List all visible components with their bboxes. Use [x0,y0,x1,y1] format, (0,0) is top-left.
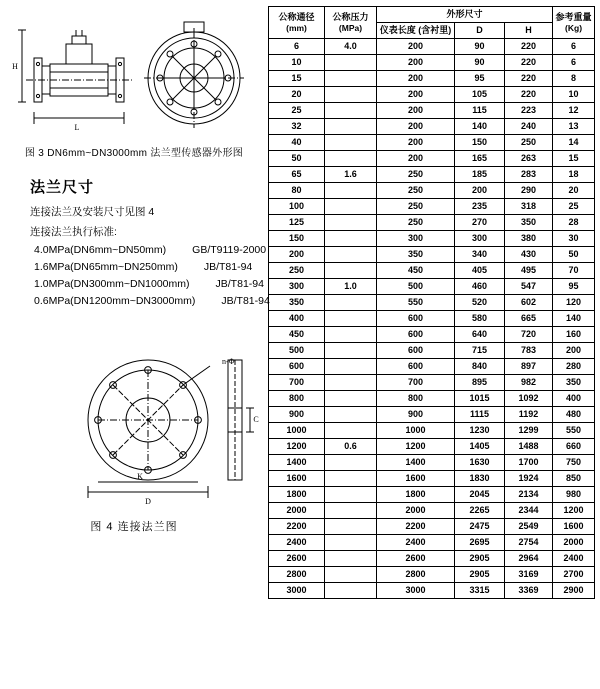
cell-dimension-d: 520 [455,295,505,311]
flange-standard-pressure-0: 4.0MPa(DN6mm~DN50mm) [34,244,167,256]
cell-dimension-d: 165 [455,151,505,167]
figure4-label-C: C [253,415,259,424]
cell-dimension-h: 1488 [505,439,553,455]
cell-dimension-h: 982 [505,375,553,391]
cell-dimension-h: 897 [505,359,553,375]
cell-dimension-h: 2134 [505,487,553,503]
flange-standard-code-0: GB/T9119-2000 [192,244,267,256]
cell-nominal-pressure [325,183,377,199]
header-dimension-h: H [505,23,553,39]
cell-meter-length: 550 [377,295,455,311]
table-header [269,7,595,39]
cell-nominal-diameter: 1000 [269,423,325,439]
cell-meter-length: 600 [377,359,455,375]
cell-nominal-pressure [325,519,377,535]
cell-reference-weight: 850 [553,471,595,487]
cell-reference-weight: 18 [553,167,595,183]
header-meter-length: 仪表长度 (含衬里) [377,23,455,39]
cell-nominal-pressure [325,327,377,343]
figure4-label-D: D [145,497,151,506]
cell-meter-length: 300 [377,231,455,247]
cell-meter-length: 900 [377,407,455,423]
cell-nominal-pressure [325,87,377,103]
cell-meter-length: 200 [377,39,455,55]
cell-nominal-pressure [325,535,377,551]
cell-nominal-diameter: 900 [269,407,325,423]
flange-section-title: 法兰尺寸 [30,179,95,196]
cell-dimension-d: 90 [455,39,505,55]
cell-meter-length: 2200 [377,519,455,535]
table-row [269,183,595,199]
cell-dimension-h: 1092 [505,391,553,407]
cell-reference-weight: 120 [553,295,595,311]
table-row [269,375,595,391]
cell-nominal-diameter: 600 [269,359,325,375]
cell-dimension-d: 1630 [455,455,505,471]
cell-dimension-h: 220 [505,71,553,87]
cell-nominal-diameter: 1600 [269,471,325,487]
cell-dimension-d: 95 [455,71,505,87]
cell-nominal-pressure [325,551,377,567]
table-row [269,327,595,343]
table-row [269,119,595,135]
cell-reference-weight: 70 [553,263,595,279]
cell-reference-weight: 95 [553,279,595,295]
cell-reference-weight: 30 [553,231,595,247]
table-header-row-1 [269,7,595,23]
table-row [269,519,595,535]
cell-reference-weight: 400 [553,391,595,407]
flange-standard-pressure-3: 0.6MPa(DN1200mm~DN3000mm) [34,295,196,307]
cell-meter-length: 2600 [377,551,455,567]
cell-nominal-pressure [325,295,377,311]
cell-dimension-h: 547 [505,279,553,295]
cell-nominal-pressure [325,407,377,423]
table-row [269,263,595,279]
table-row [269,583,595,599]
cell-nominal-pressure [325,487,377,503]
cell-nominal-diameter: 1800 [269,487,325,503]
table-row [269,503,595,519]
cell-dimension-d: 715 [455,343,505,359]
cell-reference-weight: 14 [553,135,595,151]
cell-meter-length: 250 [377,183,455,199]
figure3-label-L: L [74,123,80,132]
table-body [269,39,595,599]
flange-standard-row-2 [30,278,268,290]
cell-nominal-pressure [325,503,377,519]
cell-dimension-h: 1299 [505,423,553,439]
cell-meter-length: 250 [377,199,455,215]
header-reference-weight [553,7,595,39]
cell-meter-length: 250 [377,215,455,231]
cell-dimension-h: 223 [505,103,553,119]
table-row [269,231,595,247]
cell-nominal-diameter: 500 [269,343,325,359]
cell-meter-length: 1200 [377,439,455,455]
cell-nominal-diameter: 150 [269,231,325,247]
table-row [269,39,595,55]
figure-3-caption: 图 3 DN6mm~DN3000mm 法兰型传感器外形图 [24,148,244,159]
specification-table [268,6,595,599]
cell-dimension-d: 405 [455,263,505,279]
cell-nominal-diameter: 80 [269,183,325,199]
figure4-label-K: K [137,472,143,481]
cell-dimension-d: 185 [455,167,505,183]
cell-dimension-d: 270 [455,215,505,231]
header-nominal-pressure [325,7,377,39]
cell-meter-length: 600 [377,343,455,359]
cell-dimension-d: 2695 [455,535,505,551]
cell-reference-weight: 8 [553,71,595,87]
table-row [269,567,595,583]
table-row [269,151,595,167]
cell-dimension-h: 263 [505,151,553,167]
cell-nominal-pressure [325,103,377,119]
flange-standard-code-3: JB/T81-94 [221,295,270,307]
cell-meter-length: 200 [377,135,455,151]
flange-standard-intro: 连接法兰执行标准: [30,226,117,238]
cell-nominal-diameter: 2200 [269,519,325,535]
cell-dimension-h: 283 [505,167,553,183]
cell-meter-length: 1000 [377,423,455,439]
header-outline-dimensions: 外形尺寸 [377,7,553,23]
cell-dimension-d: 2905 [455,567,505,583]
cell-dimension-h: 250 [505,135,553,151]
cell-meter-length: 350 [377,247,455,263]
cell-dimension-d: 1405 [455,439,505,455]
table-row [269,311,595,327]
cell-dimension-d: 2265 [455,503,505,519]
cell-nominal-pressure [325,567,377,583]
flange-standard-row-1 [30,261,268,273]
cell-meter-length: 700 [377,375,455,391]
cell-dimension-d: 3315 [455,583,505,599]
cell-dimension-h: 783 [505,343,553,359]
figure-4-caption: 图 4 连接法兰图 [90,521,178,533]
cell-meter-length: 600 [377,327,455,343]
cell-nominal-pressure: 4.0 [325,39,377,55]
table-row [269,71,595,87]
cell-nominal-diameter: 3000 [269,583,325,599]
cell-nominal-pressure [325,55,377,71]
cell-dimension-d: 105 [455,87,505,103]
cell-reference-weight: 550 [553,423,595,439]
cell-nominal-diameter: 100 [269,199,325,215]
cell-nominal-diameter: 10 [269,55,325,71]
cell-reference-weight: 2700 [553,567,595,583]
cell-dimension-d: 1115 [455,407,505,423]
cell-meter-length: 200 [377,119,455,135]
table-row [269,535,595,551]
cell-nominal-diameter: 6 [269,39,325,55]
cell-dimension-d: 115 [455,103,505,119]
cell-dimension-d: 2905 [455,551,505,567]
cell-reference-weight: 350 [553,375,595,391]
cell-reference-weight: 1600 [553,519,595,535]
cell-nominal-pressure: 1.0 [325,279,377,295]
cell-dimension-d: 1230 [455,423,505,439]
cell-meter-length: 2400 [377,535,455,551]
cell-nominal-pressure [325,455,377,471]
cell-reference-weight: 25 [553,199,595,215]
cell-nominal-diameter: 800 [269,391,325,407]
header-nominal-diameter [269,7,325,39]
table-row [269,407,595,423]
cell-nominal-pressure [325,359,377,375]
cell-reference-weight: 2400 [553,551,595,567]
cell-dimension-d: 90 [455,55,505,71]
cell-nominal-pressure [325,247,377,263]
cell-dimension-h: 1700 [505,455,553,471]
cell-nominal-pressure [325,119,377,135]
cell-dimension-h: 290 [505,183,553,199]
cell-dimension-h: 720 [505,327,553,343]
cell-meter-length: 200 [377,55,455,71]
cell-nominal-diameter: 125 [269,215,325,231]
cell-nominal-pressure: 1.6 [325,167,377,183]
cell-nominal-diameter: 400 [269,311,325,327]
cell-nominal-pressure [325,311,377,327]
cell-nominal-pressure [325,135,377,151]
cell-dimension-h: 318 [505,199,553,215]
cell-dimension-h: 3369 [505,583,553,599]
cell-dimension-h: 2344 [505,503,553,519]
cell-meter-length: 200 [377,71,455,87]
flange-section-subtitle: 连接法兰及安装尺寸见图 4 [30,206,155,218]
figure-4-flange-drawing [70,352,260,512]
cell-dimension-d: 235 [455,199,505,215]
flange-standard-code-1: JB/T81-94 [203,261,253,273]
cell-nominal-pressure [325,199,377,215]
cell-nominal-diameter: 1400 [269,455,325,471]
cell-meter-length: 250 [377,167,455,183]
table-row [269,295,595,311]
cell-meter-length: 1400 [377,455,455,471]
cell-reference-weight: 50 [553,247,595,263]
cell-reference-weight: 28 [553,215,595,231]
cell-nominal-diameter: 15 [269,71,325,87]
cell-dimension-d: 640 [455,327,505,343]
cell-nominal-pressure [325,583,377,599]
header-reference-weight-unit: (Kg) [565,22,583,33]
cell-reference-weight: 20 [553,183,595,199]
cell-nominal-pressure [325,151,377,167]
cell-dimension-d: 840 [455,359,505,375]
cell-dimension-h: 665 [505,311,553,327]
cell-nominal-diameter: 2400 [269,535,325,551]
cell-nominal-diameter: 200 [269,247,325,263]
header-reference-weight-title: 参考重量 [555,11,592,22]
cell-nominal-diameter: 50 [269,151,325,167]
cell-meter-length: 3000 [377,583,455,599]
cell-nominal-diameter: 25 [269,103,325,119]
left-illustration-column [0,0,268,689]
cell-dimension-d: 2045 [455,487,505,503]
cell-meter-length: 2800 [377,567,455,583]
cell-dimension-h: 2754 [505,535,553,551]
cell-reference-weight: 980 [553,487,595,503]
table-row [269,87,595,103]
cell-dimension-d: 300 [455,231,505,247]
cell-nominal-pressure [325,263,377,279]
cell-nominal-diameter: 2600 [269,551,325,567]
cell-reference-weight: 750 [553,455,595,471]
cell-nominal-pressure [325,375,377,391]
cell-reference-weight: 140 [553,311,595,327]
cell-nominal-pressure [325,343,377,359]
table-row [269,199,595,215]
cell-meter-length: 200 [377,151,455,167]
header-nominal-pressure-unit: (MPa) [338,22,363,33]
table-row [269,135,595,151]
cell-reference-weight: 13 [553,119,595,135]
header-nominal-diameter-title: 公称通径 [278,11,315,22]
cell-dimension-h: 602 [505,295,553,311]
cell-reference-weight: 160 [553,327,595,343]
cell-dimension-h: 220 [505,55,553,71]
cell-nominal-diameter: 350 [269,295,325,311]
cell-dimension-h: 220 [505,87,553,103]
cell-reference-weight: 480 [553,407,595,423]
flange-standard-code-2: JB/T81-94 [215,278,264,290]
flange-standard-pressure-2: 1.0MPa(DN300mm~DN1000mm) [34,278,190,290]
cell-nominal-pressure [325,423,377,439]
cell-nominal-diameter: 32 [269,119,325,135]
table-row [269,215,595,231]
cell-dimension-d: 460 [455,279,505,295]
table-row [269,423,595,439]
table-row [269,103,595,119]
table-row [269,167,595,183]
cell-reference-weight: 6 [553,55,595,71]
table-row [269,471,595,487]
cell-dimension-h: 350 [505,215,553,231]
cell-dimension-d: 1830 [455,471,505,487]
cell-nominal-diameter: 250 [269,263,325,279]
cell-dimension-h: 220 [505,39,553,55]
flange-standard-row-0 [30,244,268,256]
cell-dimension-d: 580 [455,311,505,327]
cell-nominal-pressure [325,71,377,87]
cell-reference-weight: 12 [553,103,595,119]
cell-reference-weight: 200 [553,343,595,359]
table-row [269,359,595,375]
cell-reference-weight: 1200 [553,503,595,519]
header-dimension-d: D [455,23,505,39]
figure3-label-H: H [12,62,18,71]
cell-reference-weight: 6 [553,39,595,55]
cell-meter-length: 500 [377,279,455,295]
cell-nominal-pressure [325,215,377,231]
cell-dimension-h: 1192 [505,407,553,423]
cell-nominal-diameter: 2800 [269,567,325,583]
cell-dimension-h: 380 [505,231,553,247]
cell-meter-length: 2000 [377,503,455,519]
cell-reference-weight: 10 [553,87,595,103]
cell-nominal-pressure [325,471,377,487]
cell-nominal-diameter: 20 [269,87,325,103]
cell-nominal-diameter: 1200 [269,439,325,455]
cell-nominal-diameter: 40 [269,135,325,151]
cell-meter-length: 800 [377,391,455,407]
cell-meter-length: 1800 [377,487,455,503]
cell-nominal-diameter: 700 [269,375,325,391]
table-row [269,279,595,295]
table-row [269,455,595,471]
flange-standard-pressure-1: 1.6MPa(DN65mm~DN250mm) [34,261,178,273]
cell-nominal-diameter: 450 [269,327,325,343]
cell-dimension-h: 2549 [505,519,553,535]
table-row [269,487,595,503]
cell-nominal-pressure [325,231,377,247]
cell-dimension-h: 3169 [505,567,553,583]
specification-table-wrapper [268,6,594,599]
cell-reference-weight: 2900 [553,583,595,599]
table-row [269,391,595,407]
header-nominal-pressure-title: 公称压力 [332,11,369,22]
cell-dimension-d: 340 [455,247,505,263]
flange-standard-row-3 [30,295,268,307]
cell-dimension-d: 1015 [455,391,505,407]
flange-spec-block [30,176,268,312]
table-row [269,551,595,567]
cell-dimension-d: 200 [455,183,505,199]
cell-nominal-diameter: 2000 [269,503,325,519]
header-nominal-diameter-unit: (mm) [286,22,307,33]
cell-dimension-h: 2964 [505,551,553,567]
table-row [269,439,595,455]
cell-dimension-h: 495 [505,263,553,279]
cell-meter-length: 200 [377,87,455,103]
cell-dimension-h: 240 [505,119,553,135]
cell-reference-weight: 2000 [553,535,595,551]
cell-dimension-h: 430 [505,247,553,263]
table-row [269,55,595,71]
cell-reference-weight: 660 [553,439,595,455]
cell-nominal-pressure: 0.6 [325,439,377,455]
cell-reference-weight: 15 [553,151,595,167]
cell-nominal-diameter: 65 [269,167,325,183]
cell-reference-weight: 280 [553,359,595,375]
cell-dimension-d: 150 [455,135,505,151]
cell-meter-length: 1600 [377,471,455,487]
cell-dimension-d: 140 [455,119,505,135]
cell-meter-length: 200 [377,103,455,119]
cell-meter-length: 600 [377,311,455,327]
figure4-label-n-phi: n-Φ [222,357,235,366]
cell-dimension-h: 1924 [505,471,553,487]
cell-meter-length: 450 [377,263,455,279]
table-row [269,247,595,263]
figure-3-sensor-drawing [8,14,260,138]
cell-dimension-d: 2475 [455,519,505,535]
cell-dimension-d: 895 [455,375,505,391]
table-row [269,343,595,359]
cell-nominal-diameter: 300 [269,279,325,295]
cell-nominal-pressure [325,391,377,407]
